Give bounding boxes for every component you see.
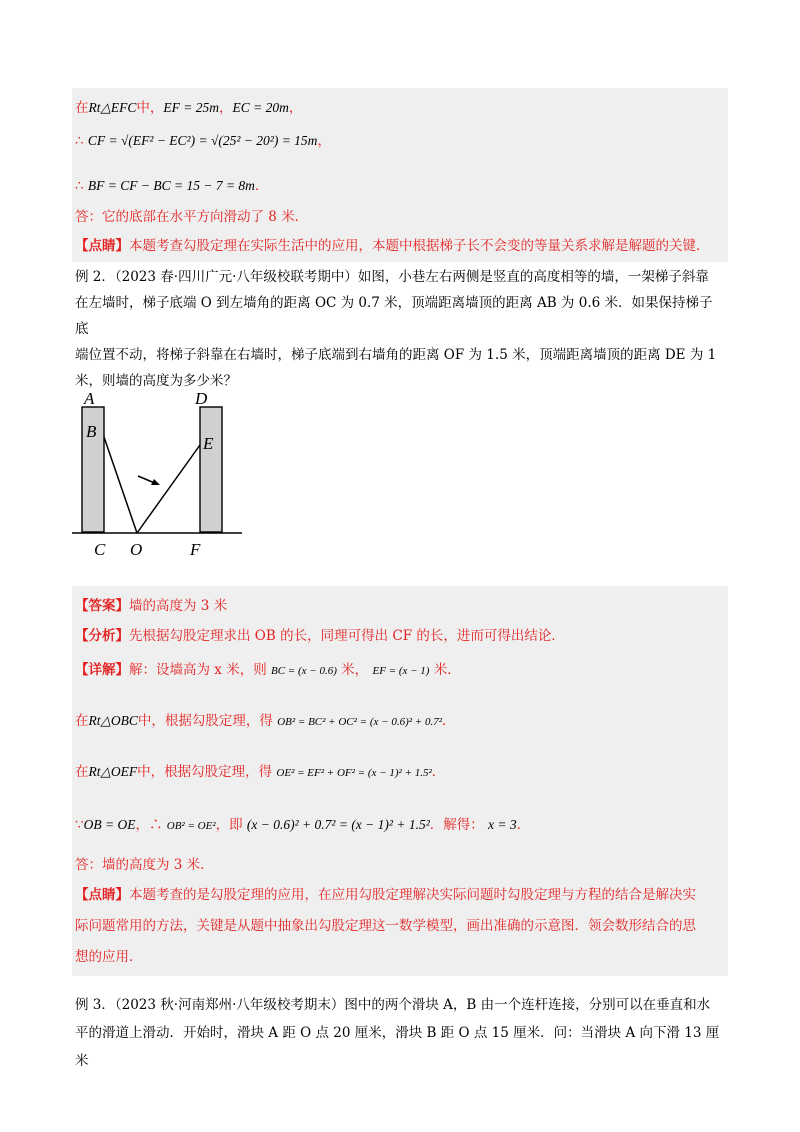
ladder-left — [104, 437, 137, 533]
ladder-right — [137, 445, 200, 533]
label-E: E — [203, 434, 214, 453]
sol2-row-2: 在Rt△OEF中，根据勾股定理，得 OE² = EF² + OF² = (x − 1)² + 1.5²． — [75, 764, 446, 780]
label-A: A — [84, 389, 95, 408]
sol1-line-3: ∴ BF = CF − BC = 15 − 7 = 8m． — [75, 178, 269, 194]
sol1-answer: 答：它的底部在水平方向滑动了 8 米． — [75, 209, 309, 225]
sol2-detail: 【详解】解：设墙高为 x 米，则 BC = (x − 0.6) 米， EF = (x − 1) 米． — [75, 662, 461, 678]
label-C: C — [94, 540, 106, 559]
label-D: D — [195, 389, 208, 408]
sol2-row-1: 在Rt△OBC中，根据勾股定理，得 OB² = BC² + OC² = (x − 0.6)² + 0.7²． — [75, 713, 456, 729]
label-F: F — [190, 540, 201, 559]
example-3-text: 例 3．（2023 秋·河南郑州·八年级校考期末）图中的两个滑块 A，B 由一个连杆连接，分别可以在垂直和水 平的滑道上滑动．开始时，滑块 A 距 O 点 20 厘米，滑块 B 距 O 点 15 厘米．问：当滑块 A 向下滑 13 厘米 — [75, 997, 720, 1069]
sol2-analysis: 【分析】先根据勾股定理求出 OB 的长，同理可得出 CF 的长，进而可得出结论． — [75, 628, 565, 644]
sol2-answer-tag: 【答案】墙的高度为 3 米 — [75, 598, 228, 614]
sol1-line-2: ∴ CF = √(EF² − EC²) = √(25² − 20²) = 15m， — [75, 133, 331, 149]
sol2-row-3: ∵OB = OE，∴ OB² = OE²，即 (x − 0.6)² + 0.7² = (x − 1)² + 1.5²．解得： x = 3． — [75, 817, 531, 833]
label-B: B — [86, 422, 97, 441]
sol1-line-1: 在Rt△EFC中，EF = 25m，EC = 20m， — [75, 100, 303, 116]
right-wall — [200, 407, 222, 532]
sol2-final-answer: 答：墙的高度为 3 米． — [75, 857, 214, 873]
sol1-tip: 【点睛】本题考查勾股定理在实际生活中的应用，本题中根据梯子长不会变的等量关系求解是解题的关键． — [75, 238, 710, 254]
sol2-tip: 【点睛】本题考查的是勾股定理的应用，在应用勾股定理解决实际问题时勾股定理与方程的结合是解决实 际问题常用的方法，关键是从题中抽象出勾股定理这一数学模型，画出准确的示意图．领会数形结合的思 想的应用． — [75, 887, 696, 965]
label-O: O — [130, 540, 143, 559]
example-2-text: 例 2．（2023 春·四川广元·八年级校联考期中）如图，小巷左右两侧是竖直的高度相等的墙，一架梯子斜靠 在左墙时，梯子底端 O 到左墙角的距离 OC 为 0.7 米，顶端距离墙顶的距离 AB 为 0.6 米．如果保持梯子底 端位置不动，将梯子斜靠在右墙时，梯子底端到右墙角的距离 OF 为 1.5 米，顶端距离墙顶的距离 DE 为 1 米，则墙的高度为多少米？ — [75, 269, 717, 389]
ladder-figure — [70, 385, 250, 560]
